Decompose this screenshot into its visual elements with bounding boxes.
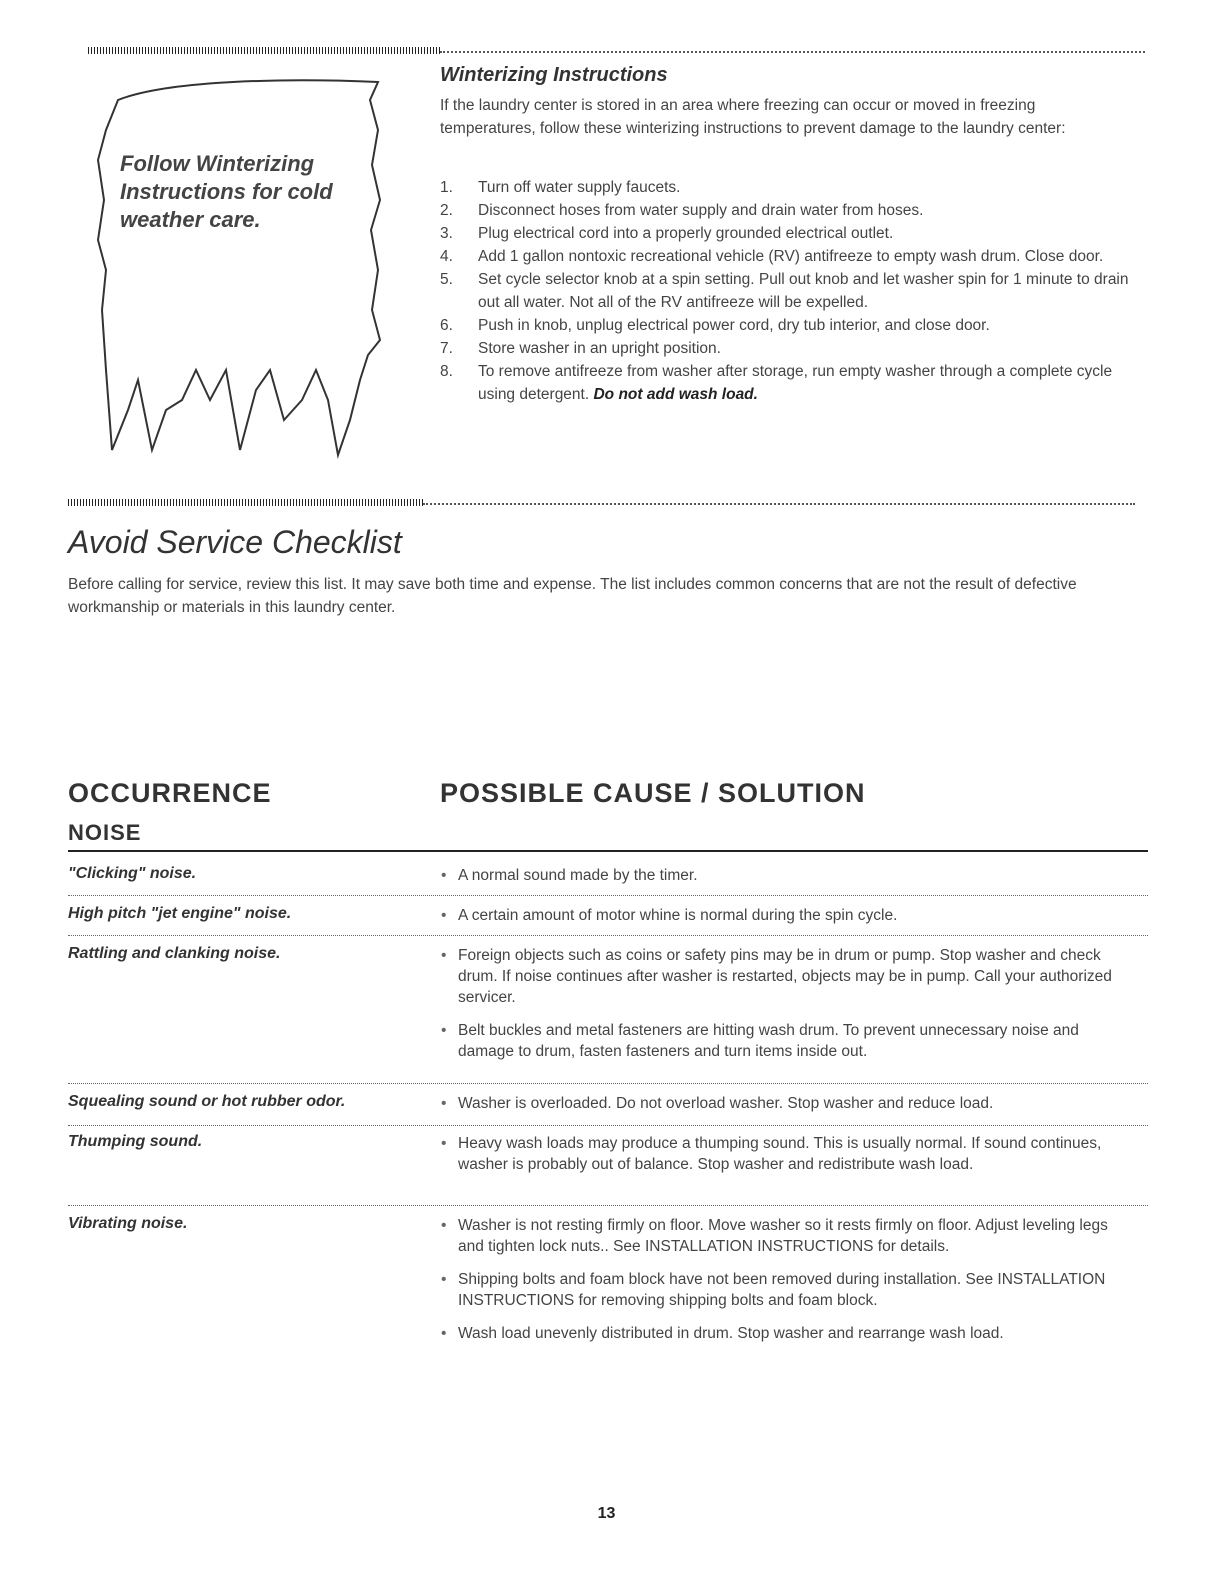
solution-list <box>441 945 1131 1074</box>
winterizing-step <box>440 360 1140 406</box>
solution-item: • Wash load unevenly distributed in drum. Stop washer and rearrange wash load. <box>441 1323 1131 1344</box>
step-number: 1. <box>440 179 453 196</box>
winterizing-step <box>440 222 1140 245</box>
winterizing-step <box>440 268 1140 314</box>
step-text: Set cycle selector knob at a spin setting. Pull out knob and let washer spin for 1 minute to drain out all water. Not all of the RV antifreeze will be expelled. <box>478 271 1129 311</box>
solution-list <box>441 1133 1131 1187</box>
solution-item: • Washer is not resting firmly on floor. Move washer so it rests firmly on floor. Adjust leveling legs and tighten lock nuts.. See INSTALLATION INSTRUCTIONS for details. <box>441 1215 1131 1257</box>
solution-list <box>441 1215 1131 1356</box>
top-dashed-rule <box>440 51 1145 53</box>
section-dashed-rule <box>423 503 1135 505</box>
occurrence-label: Vibrating noise. <box>68 1215 188 1232</box>
step-text: Push in knob, unplug electrical power cord, dry tub interior, and close door. <box>478 317 990 334</box>
page-number: 13 <box>597 1505 616 1522</box>
step-number: 8. <box>440 363 453 380</box>
solution-item: • Foreign objects such as coins or safety pins may be in drum or pump. Stop washer and check drum. If noise continues after washer is restarted, objects may be in pump. Call your authorized servicer. <box>441 945 1131 1008</box>
solution-item: • Shipping bolts and foam block have not been removed during installation. See INSTALLATION INSTRUCTIONS for removing shipping bolts and foam block. <box>441 1269 1131 1311</box>
winterizing-callout: Follow Winterizing Instructions for cold weather care. <box>120 151 333 232</box>
solution-item: • Heavy wash loads may produce a thumping sound. This is usually normal. If sound continues, washer is probably out of balance. Stop washer and redistribute wash load. <box>441 1133 1131 1175</box>
checklist-heading: Avoid Service Checklist <box>68 524 402 560</box>
step-text: To remove antifreeze from washer after storage, run empty washer through a complete cycle using detergent. <box>478 363 1113 403</box>
noise-section-heading: NOISE <box>68 820 142 845</box>
winterizing-step <box>440 176 1140 199</box>
winterizing-intro: If the laundry center is stored in an area where freezing can occur or moved in freezing temperatures, follow these winterizing instructions to prevent damage to the laundry center: <box>440 97 1066 137</box>
section-hatched-rule <box>68 499 423 506</box>
winterizing-heading: Winterizing Instructions <box>440 64 668 86</box>
row-divider <box>68 1205 1148 1206</box>
step-number: 4. <box>440 248 453 265</box>
step-text: Store washer in an upright position. <box>478 340 721 357</box>
step-text: Disconnect hoses from water supply and drain water from hoses. <box>478 202 924 219</box>
step-text: Plug electrical cord into a properly grounded electrical outlet. <box>478 225 894 242</box>
checklist-intro: Before calling for service, review this list. It may save both time and expense. The list includes common concerns that are not the result of defective workmanship or materials in this laundry center. <box>68 576 1077 616</box>
occurrence-label: Thumping sound. <box>68 1133 203 1150</box>
winterizing-step <box>440 337 1140 360</box>
step-emphasis: Do not add wash load. <box>593 386 758 403</box>
winterizing-steps-list <box>440 176 1140 406</box>
occurrence-column-header: OCCURRENCE <box>68 778 272 808</box>
occurrence-label: "Clicking" noise. <box>68 865 197 882</box>
solution-item: • Washer is overloaded. Do not overload washer. Stop washer and reduce load. <box>441 1093 1131 1114</box>
winterizing-step <box>440 199 1140 222</box>
step-text: Add 1 gallon nontoxic recreational vehicle (RV) antifreeze to empty wash drum. Close door. <box>478 248 1104 265</box>
row-divider <box>68 1083 1148 1084</box>
step-text: Turn off water supply faucets. <box>478 179 681 196</box>
winterizing-step <box>440 245 1140 268</box>
table-header-rule <box>68 850 1148 852</box>
winterizing-step <box>440 314 1140 337</box>
step-number: 7. <box>440 340 453 357</box>
solution-column-header: POSSIBLE CAUSE / SOLUTION <box>440 778 866 808</box>
step-number: 5. <box>440 271 453 288</box>
top-hatched-rule <box>88 47 440 54</box>
step-number: 3. <box>440 225 453 242</box>
solution-item: • Belt buckles and metal fasteners are hitting wash drum. To prevent unnecessary noise and damage to drum, fasten fasteners and turn items inside out. <box>441 1020 1131 1062</box>
step-number: 6. <box>440 317 453 334</box>
occurrence-label: High pitch "jet engine" noise. <box>68 905 292 922</box>
solution-list <box>441 905 1131 938</box>
solution-item: • A normal sound made by the timer. <box>441 865 1131 886</box>
solution-list <box>441 865 1131 898</box>
occurrence-label: Squealing sound or hot rubber odor. <box>68 1093 346 1110</box>
step-number: 2. <box>440 202 453 219</box>
icicle-frame-illustration <box>88 70 388 470</box>
solution-list <box>441 1093 1131 1126</box>
row-divider <box>68 1125 1148 1126</box>
row-divider <box>68 895 1148 896</box>
row-divider <box>68 935 1148 936</box>
solution-item: • A certain amount of motor whine is normal during the spin cycle. <box>441 905 1131 926</box>
occurrence-label: Rattling and clanking noise. <box>68 945 281 962</box>
